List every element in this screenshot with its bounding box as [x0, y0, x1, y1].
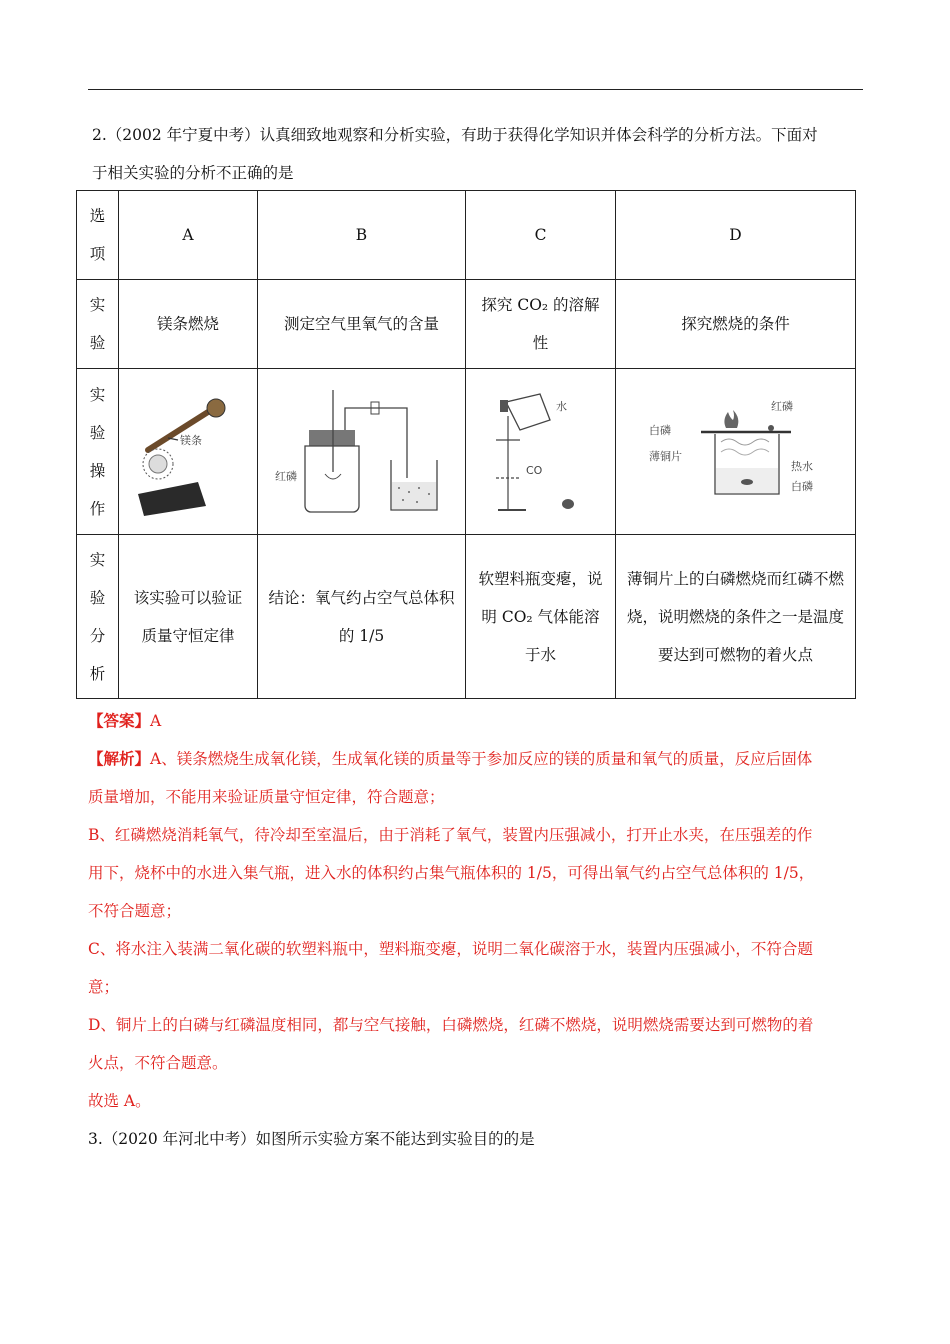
analysis-row — [77, 535, 856, 699]
experiment-table — [76, 190, 856, 699]
answer-line — [88, 702, 868, 740]
analysis-b-line-1: B、红磷燃烧消耗氧气，待冷却至室温后，由于消耗了氧气，装置内压强减小，打开止水夹，在压强差的作 — [88, 826, 813, 844]
figure-a-cell — [119, 369, 258, 535]
label-water-c: 水 — [555, 399, 567, 413]
analysis-d-line-2: 火点，不符合题意。 — [88, 1054, 228, 1072]
answer-value: A — [150, 712, 162, 730]
options-row — [77, 191, 856, 280]
analysis-c-line-2: 意； — [88, 978, 120, 996]
experiment-d: 探究燃烧的条件 — [616, 280, 856, 369]
analysis-b-line-2: 用下，烧杯中的水进入集气瓶，进入水的体积约占集气瓶体积的 1/5，可得出氧气约占空气总体积的 1/5， — [88, 864, 815, 882]
label-red-phosphorus-d: 红磷 — [770, 399, 793, 413]
label-red-phosphorus-b: 红磷 — [274, 469, 297, 483]
question-2-line-1: 2.（2002 年宁夏中考）认真细致地观察和分析实验，有助于获得化学知识并体会科学的分析方法。下面对 — [92, 126, 818, 144]
analysis-a-block — [88, 740, 868, 816]
row-header-operation: 实验操作 — [77, 369, 119, 535]
analysis-c-block — [88, 930, 868, 1006]
label-copper-sheet-d: 薄铜片 — [648, 449, 682, 463]
answer-key: 【答案】 — [88, 711, 151, 730]
question-2-line-2: 于相关实验的分析不正确的是 — [92, 164, 294, 182]
analysis-d-line-1: D、铜片上的白磷与红磷温度相同，都与空气接触，白磷燃烧，红磷不燃烧，说明燃烧需要达到可燃物的着 — [88, 1016, 814, 1034]
row-header-analysis: 实验分析 — [77, 535, 119, 699]
magnesium-burning-figure — [128, 382, 248, 522]
analysis-c-line-1: C、将水注入装满二氧化碳的软塑料瓶中，塑料瓶变瘪，说明二氧化碳溶于水，装置内压强减小，不符合题 — [88, 940, 813, 958]
label-mg-ribbon: 镁条 — [180, 433, 202, 447]
experiment-b: 测定空气里氧气的含量 — [258, 280, 466, 369]
analysis-a-line-1: A、镁条燃烧生成氧化镁，生成氧化镁的质量等于参加反应的镁的质量和氧气的质量，反应后固体 — [150, 750, 813, 768]
question-2-stem — [88, 116, 868, 192]
row-header-experiment: 实验 — [77, 280, 119, 369]
analysis-b-block — [88, 816, 868, 930]
label-hot-water-d: 热水 — [790, 459, 813, 473]
option-d: D — [616, 191, 856, 280]
final-choice: 故选 A。 — [88, 1092, 151, 1110]
row-header-option: 选项 — [77, 191, 119, 280]
label-co2-c: CO — [525, 463, 542, 477]
option-a: A — [119, 191, 258, 280]
experiment-row — [77, 280, 856, 369]
label-white-phosphorus-underwater-d: 白磷 — [790, 479, 813, 493]
analysis-d-block — [88, 1006, 868, 1082]
analysis-b-line-3: 不符合题意； — [88, 902, 182, 920]
operation-row — [77, 369, 856, 535]
figure-c-cell — [466, 369, 616, 535]
co2-solubility-figure — [476, 382, 606, 522]
combustion-conditions-figure — [631, 382, 841, 522]
figure-d-cell — [616, 369, 856, 535]
analysis-key: 【解析】 — [88, 749, 151, 768]
analysis-b: 结论：氧气约占空气总体积的 1/5 — [258, 535, 466, 699]
experiment-c: 探究 CO₂ 的溶解性 — [466, 280, 616, 369]
figure-b-cell — [258, 369, 466, 535]
option-c: C — [466, 191, 616, 280]
header-rule — [88, 89, 863, 90]
experiment-a: 镁条燃烧 — [119, 280, 258, 369]
option-b: B — [258, 191, 466, 280]
oxygen-content-apparatus-figure — [267, 382, 457, 522]
analysis-c: 软塑料瓶变瘪，说明 CO₂ 气体能溶于水 — [466, 535, 616, 699]
analysis-d: 薄铜片上的白磷燃烧而红磷不燃烧，说明燃烧的条件之一是温度要达到可燃物的着火点 — [616, 535, 856, 699]
analysis-a: 该实验可以验证质量守恒定律 — [119, 535, 258, 699]
analysis-a-line-2: 质量增加，不能用来验证质量守恒定律，符合题意； — [88, 788, 445, 806]
label-white-phosphorus-d: 白磷 — [648, 423, 671, 437]
question-3-stem: 3.（2020 年河北中考）如图所示实验方案不能达到实验目的的是 — [88, 1130, 535, 1148]
